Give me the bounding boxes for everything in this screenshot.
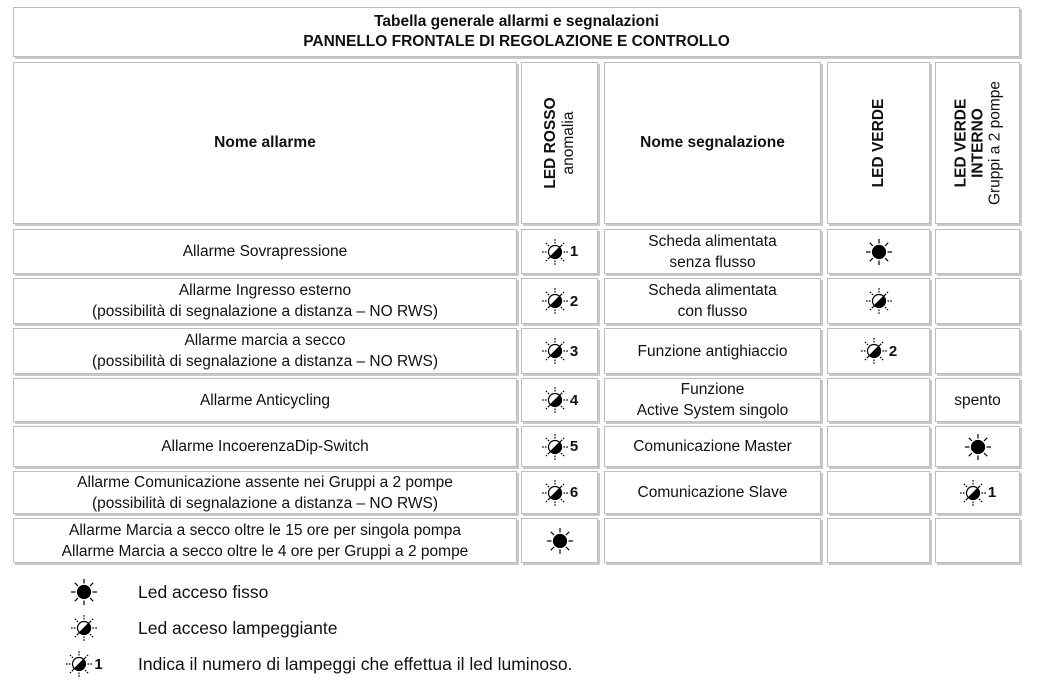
header-signal-name-label: Nome segnalazione [640,134,785,151]
header-led-red [521,62,598,224]
led-blink-icon [541,479,569,507]
table-title-line1: Tabella generale allarmi e segnalazioni [374,13,659,30]
led-fixed-icon [546,527,574,555]
led-red [541,433,578,461]
led-green-internal-cell [935,229,1020,274]
led-green-cell [827,518,930,563]
led-blink-icon [959,479,987,507]
led-blink-icon [70,614,98,642]
led-blink-icon [65,650,93,678]
legend-icon-cell [44,614,124,642]
blink-count: 1 [569,243,579,260]
legend-item [44,578,268,606]
led-green [860,337,897,365]
signal-name-cell [604,426,821,467]
alarm-name-cell [13,328,517,374]
signal-name-cell [604,471,821,514]
legend-text: Led acceso fisso [138,581,269,602]
led-green-internal-cell [935,328,1020,374]
led-green-cell [827,426,930,467]
header-led-green-title: LED VERDE [869,98,887,188]
led-red [541,479,578,507]
signal-name-cell [604,328,821,374]
led-red-cell [521,518,598,563]
led-green-cell [827,378,930,422]
led-red-cell [521,328,598,374]
alarm-name: Allarme Sovrapressione [182,243,348,260]
alarm-name: (possibilità di segnalazione a distanza – NO RWS) [91,303,439,320]
alarm-name: Allarme IncoerenzaDip-Switch [161,438,369,455]
alarm-name-cell [13,278,517,324]
led-green-cell [827,278,930,324]
led-green-cell [827,229,930,274]
led-green [865,287,893,315]
table-title-line2: PANNELLO FRONTALE DI REGOLAZIONE E CONTROLLO [303,33,730,50]
led-red [541,287,578,315]
header-led-green-internal-subtitle: Gruppi a 2 pompe [986,80,1003,206]
led-red [541,238,578,266]
signal-name: Active System singolo [636,402,789,419]
alarm-name: Allarme marcia a secco [184,332,346,349]
legend-icon-cell [44,650,124,678]
signal-name: Comunicazione Slave [637,484,788,501]
led-fixed-icon [70,578,98,606]
header-alarm-name [13,62,517,224]
signal-name: con flusso [677,303,748,320]
legend-item [44,614,337,642]
signal-name-cell [604,518,821,563]
alarm-name: (possibilità di segnalazione a distanza – NO RWS) [91,353,439,370]
alarm-name-cell [13,471,517,514]
header-led-green-internal [935,62,1020,224]
alarm-name: Allarme Anticycling [199,391,331,409]
legend-icon-cell [44,578,124,606]
alarm-name: Allarme Marcia a secco oltre le 15 ore per singola pompa [69,521,461,539]
led-green-internal [959,479,996,507]
led-red [546,527,574,555]
header-led-green-internal-title: LED VERDE [952,98,969,188]
led-green-internal-cell [935,471,1020,514]
signal-name-cell [604,378,821,422]
led-red-cell [521,471,598,514]
legend-led [70,614,98,642]
led-red [541,337,578,365]
led-red-cell [521,278,598,324]
led-red [541,386,578,414]
led-green-internal [964,433,992,461]
header-alarm-name-label: Nome allarme [214,134,316,151]
alarm-name-cell [13,229,517,274]
led-fixed-icon [964,433,992,461]
blink-count: 1 [987,484,997,501]
header-led-red-title: LED ROSSO [541,97,559,189]
header-led-green-internal-title2: INTERNO [969,108,986,178]
header-signal-name [604,62,821,224]
led-green-internal-cell [935,378,1020,422]
table-title [13,7,1020,57]
alarm-name-cell [13,378,517,422]
led-red-cell [521,229,598,274]
led-blink-icon [860,337,888,365]
led-green-internal-cell [935,426,1020,467]
led-green-cell [827,328,930,374]
led-green-internal-cell [935,278,1020,324]
led-green [865,238,893,266]
header-led-red-subtitle: anomalia [559,111,577,175]
led-green-cell [827,471,930,514]
led-green-internal-cell [935,518,1020,563]
blink-count: 2 [888,342,898,360]
blink-count: 2 [569,292,579,310]
alarm-name: Allarme Marcia a secco oltre le 4 ore per Gruppi a 2 pompe [61,542,469,560]
signal-name: Funzione [680,381,745,398]
legend-led [70,578,98,606]
signal-name-cell [604,229,821,274]
header-led-green [827,62,930,224]
legend-text: Led acceso lampeggiante [138,617,338,638]
led-blink-icon [541,433,569,461]
header-led-green-internal-label [952,81,1003,205]
blink-count: 6 [569,484,579,501]
led-fixed-icon [865,238,893,266]
alarm-name: (possibilità di segnalazione a distanza – NO RWS) [91,494,439,512]
signal-name: Scheda alimentata [648,282,777,299]
led-red-cell [521,426,598,467]
signal-name: senza flusso [669,253,756,271]
header-led-red-label [542,97,578,188]
blink-count: 5 [569,438,579,455]
signal-name: Funzione antighiaccio [637,342,788,360]
alarm-name-cell [13,426,517,467]
led-blink-icon [541,238,569,266]
signal-name-cell [604,278,821,324]
blink-count: 1 [94,655,103,673]
blink-count: 3 [569,342,579,360]
legend-led [65,650,102,678]
led-blink-icon [541,337,569,365]
led-red-cell [521,378,598,422]
header-led-green-label [870,99,888,188]
legend-item [44,650,573,678]
legend-text: Indica il numero di lampeggi che effettua il led luminoso. [138,653,573,674]
led-blink-icon [865,287,893,315]
alarm-name-cell [13,518,517,563]
blink-count: 4 [569,391,579,409]
led-state-text: spento [954,391,1001,409]
alarm-name: Allarme Ingresso esterno [178,282,352,299]
signal-name: Comunicazione Master [633,438,792,455]
led-blink-icon [541,287,569,315]
signal-name: Scheda alimentata [648,232,777,250]
alarm-name: Allarme Comunicazione assente nei Gruppi a 2 pompe [77,473,453,491]
led-blink-icon [541,386,569,414]
